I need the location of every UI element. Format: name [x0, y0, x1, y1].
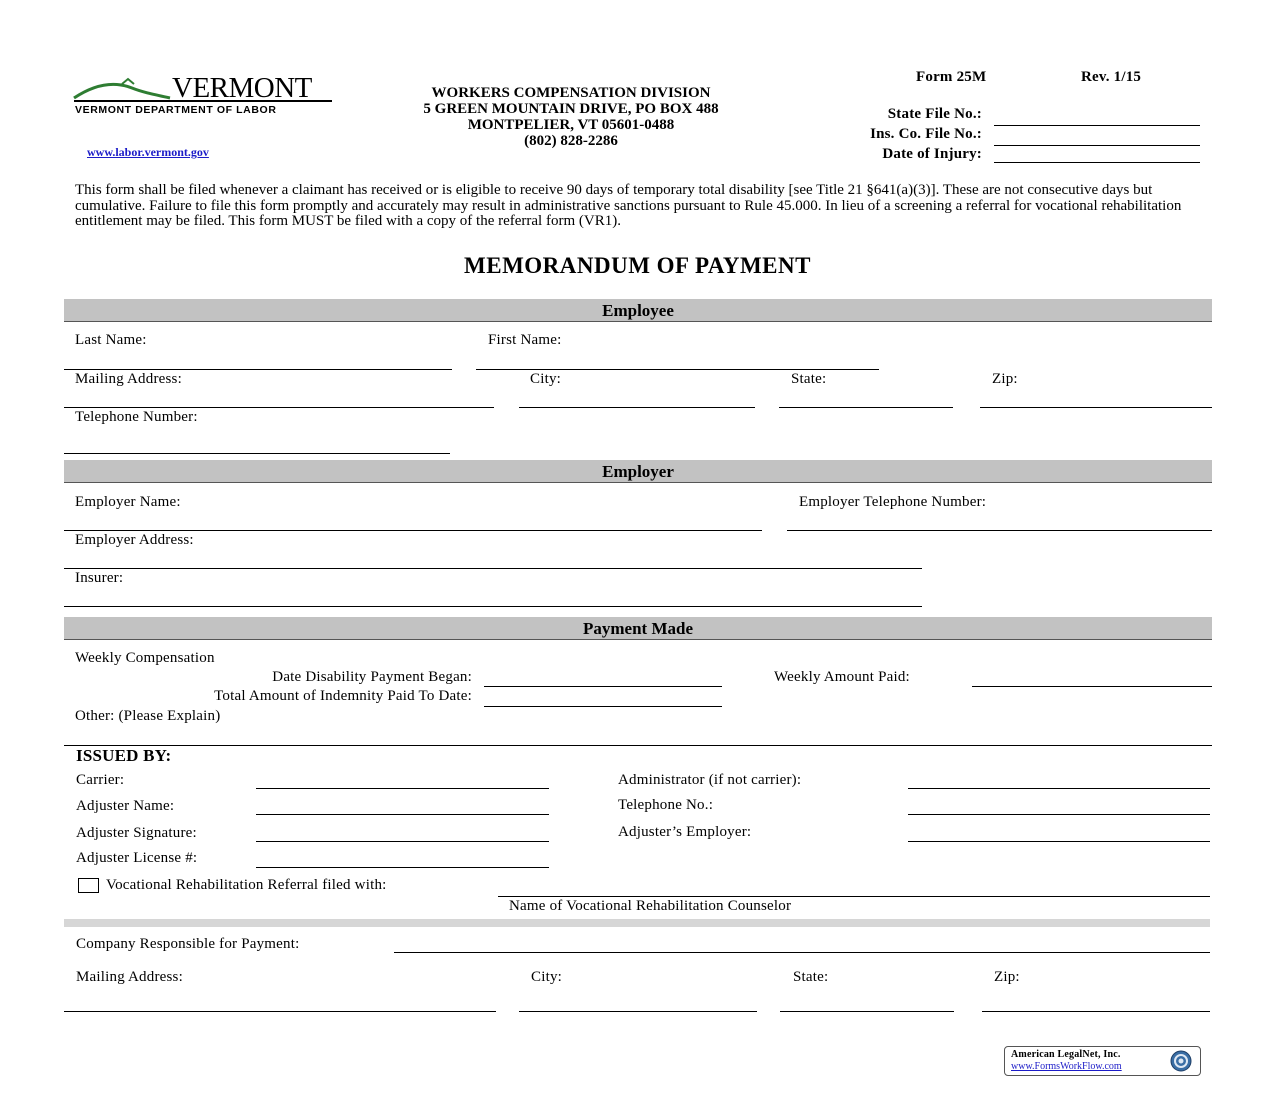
logo-subtitle: VERMONT DEPARTMENT OF LABOR: [75, 104, 277, 116]
administrator-label: Administrator (if not carrier):: [618, 772, 802, 788]
labor-website-link[interactable]: www.labor.vermont.gov: [87, 145, 209, 159]
insurer-label: Insurer:: [75, 570, 124, 586]
company-state-field[interactable]: [780, 1011, 954, 1012]
voc-rehab-counselor-field[interactable]: [498, 896, 1210, 897]
agency-line3: MONTPELIER, VT 05601-0488: [467, 117, 675, 133]
voc-rehab-label: Vocational Rehabilitation Referral filed with:: [106, 877, 387, 893]
instructions-paragraph: This form shall be filed whenever a claimant has received or is eligible to receive 90 days of temporary total disability [see Title 21 §641(a)(3)]. These are not consecutive days but cumulative. Failure to file this form promptly and accurately may result in administrative sanctions pursuant to Rule 45.000. In lieu of a screening a referral for vocational rehabilitation entitlement may be filed. This form MUST be filed with a copy of the referral form (VR1).: [75, 182, 1182, 230]
agency-line4: (802) 828-2286: [524, 133, 618, 149]
voc-rehab-checkbox[interactable]: [78, 878, 99, 893]
weekly-amount-field[interactable]: [972, 686, 1212, 687]
weekly-amount-label: Weekly Amount Paid:: [774, 669, 910, 685]
date-began-field[interactable]: [484, 686, 722, 687]
employee-address-label: Mailing Address:: [75, 371, 182, 387]
weekly-compensation-label: Weekly Compensation: [75, 650, 215, 666]
other-explain-label: Other: (Please Explain): [75, 708, 221, 724]
last-name-field[interactable]: [64, 369, 452, 370]
adjuster-telephone-label: Telephone No.:: [618, 797, 714, 813]
employee-zip-field[interactable]: [980, 407, 1212, 408]
employee-telephone-label: Telephone Number:: [75, 409, 198, 425]
employer-name-field[interactable]: [64, 530, 762, 531]
total-indemnity-label: Total Amount of Indemnity Paid To Date:: [214, 688, 472, 704]
form-revision: Rev. 1/15: [1081, 69, 1142, 85]
date-began-label: Date Disability Payment Began:: [272, 669, 472, 685]
employee-state-field[interactable]: [779, 407, 953, 408]
mountain-logo-icon: [72, 76, 172, 102]
first-name-field[interactable]: [476, 369, 879, 370]
company-address-field[interactable]: [64, 1011, 496, 1012]
company-responsible-field[interactable]: [394, 952, 1210, 953]
ins-file-field[interactable]: [994, 145, 1200, 146]
counselor-caption: Name of Vocational Rehabilitation Counselor: [509, 898, 792, 914]
date-injury-label: Date of Injury:: [882, 146, 982, 162]
company-zip-label: Zip:: [994, 969, 1020, 985]
payment-section-header: Payment Made: [64, 617, 1212, 640]
employee-city-label: City:: [530, 371, 562, 387]
employee-city-field[interactable]: [519, 407, 755, 408]
state-file-label: State File No.:: [887, 106, 982, 122]
vermont-logo: [72, 74, 334, 120]
company-responsible-label: Company Responsible for Payment:: [76, 936, 300, 952]
employee-telephone-field[interactable]: [64, 453, 450, 454]
adjuster-telephone-field[interactable]: [908, 814, 1210, 815]
state-file-field[interactable]: [994, 125, 1200, 126]
employee-section-header: Employee: [64, 299, 1212, 322]
adjuster-employer-field[interactable]: [908, 841, 1210, 842]
company-zip-field[interactable]: [982, 1011, 1210, 1012]
page-title: MEMORANDUM OF PAYMENT: [464, 253, 811, 278]
adjuster-name-label: Adjuster Name:: [76, 798, 175, 814]
adjuster-employer-label: Adjuster’s Employer:: [618, 824, 752, 840]
employee-address-field[interactable]: [64, 407, 494, 408]
total-indemnity-field[interactable]: [484, 706, 722, 707]
company-city-label: City:: [531, 969, 563, 985]
company-address-label: Mailing Address:: [76, 969, 183, 985]
employer-name-label: Employer Name:: [75, 494, 181, 510]
adjuster-name-field[interactable]: [256, 814, 549, 815]
company-city-field[interactable]: [519, 1011, 757, 1012]
employer-telephone-field[interactable]: [787, 530, 1212, 531]
employer-telephone-label: Employer Telephone Number:: [799, 494, 987, 510]
legalnet-badge: [1004, 1046, 1201, 1076]
employer-address-field[interactable]: [64, 568, 922, 569]
globe-icon: [1167, 1048, 1195, 1074]
legalnet-company: American LegalNet, Inc.: [1011, 1049, 1121, 1060]
issued-by-heading: ISSUED BY:: [76, 746, 172, 765]
adjuster-signature-field[interactable]: [256, 841, 549, 842]
carrier-field[interactable]: [256, 788, 549, 789]
date-injury-field[interactable]: [994, 162, 1200, 163]
other-explain-field[interactable]: [64, 745, 1212, 746]
agency-line1: WORKERS COMPENSATION DIVISION: [431, 85, 711, 101]
logo-name: VERMONT: [172, 72, 312, 104]
company-state-label: State:: [793, 969, 829, 985]
adjuster-license-field[interactable]: [256, 867, 549, 868]
agency-line2: 5 GREEN MOUNTAIN DRIVE, PO BOX 488: [423, 101, 719, 117]
employer-section-header: Employer: [64, 460, 1212, 483]
insurer-field[interactable]: [64, 606, 922, 607]
employer-address-label: Employer Address:: [75, 532, 194, 548]
adjuster-license-label: Adjuster License #:: [76, 850, 198, 866]
employee-state-label: State:: [791, 371, 827, 387]
adjuster-signature-label: Adjuster Signature:: [76, 825, 197, 841]
administrator-field[interactable]: [908, 788, 1210, 789]
form-number: Form 25M: [916, 69, 987, 85]
ins-file-label: Ins. Co. File No.:: [870, 126, 982, 142]
employee-zip-label: Zip:: [992, 371, 1018, 387]
carrier-label: Carrier:: [76, 772, 125, 788]
logo-rule: [74, 100, 332, 102]
formsworkflow-link[interactable]: www.FormsWorkFlow.com: [1011, 1061, 1122, 1072]
first-name-label: First Name:: [488, 332, 562, 348]
section-divider: [64, 919, 1210, 927]
last-name-label: Last Name:: [75, 332, 147, 348]
